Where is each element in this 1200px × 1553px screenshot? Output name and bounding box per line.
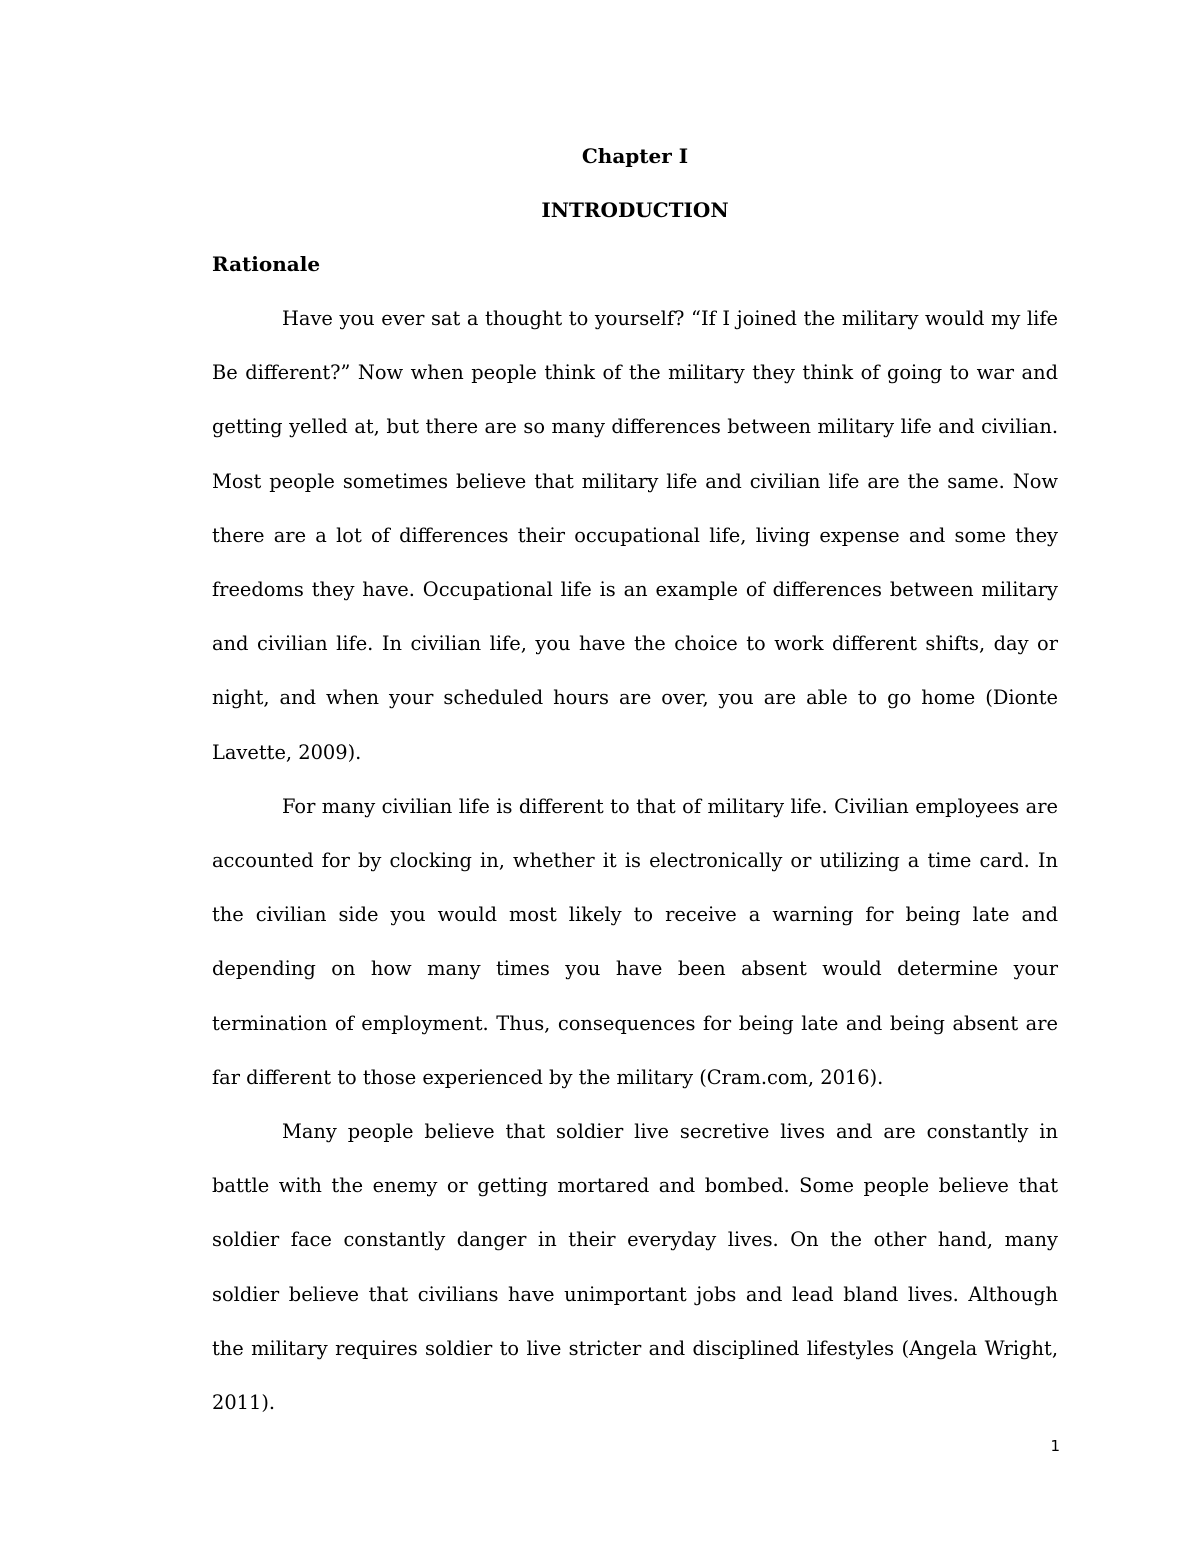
- paragraph-2: For many civilian life is different to that of military life. Civilian employees are accounted for by clocking in, whether it is electronically or utilizing a time card. In the civilian side you would most likely to receive a warning for being late and depending on how many times you have been absent would determine your termination of employment. Thus, consequences for being late and being absent are far different to those experienced by the military (Cram.com, 2016).: [212, 794, 1058, 1089]
- chapter-title: Chapter I: [581, 144, 689, 168]
- paragraph-1: Have you ever sat a thought to yourself? “If I joined the military would my life Be different?” Now when people think of the military they think of going to war and getting yelled at, but there are so many differences between military life and civilian. Most people sometimes believe that military life and civilian life are the same. Now there are a lot of differences their occupational life, living expense and some they freedoms they have. Occupational life is an example of differences between military and civilian life. In civilian life, you have the choice to work different shifts, day or night, and when your scheduled hours are over, you are able to go home (Dionte Lavette, 2009).: [212, 307, 1058, 764]
- section-title: INTRODUCTION: [541, 198, 729, 222]
- rationale-heading: Rationale: [212, 252, 321, 276]
- body-text: [212, 292, 1058, 1430]
- page-number: 1: [1050, 1437, 1060, 1455]
- paragraph-3: Many people believe that soldier live secretive lives and are constantly in battle with the enemy or getting mortared and bombed. Some people believe that soldier face constantly danger in their everyday lives. On the other hand, many soldier believe that civilians have unimportant jobs and lead bland lives. Although the military requires soldier to live stricter and disciplined lifestyles (Angela Wright, 2011).: [212, 1120, 1058, 1415]
